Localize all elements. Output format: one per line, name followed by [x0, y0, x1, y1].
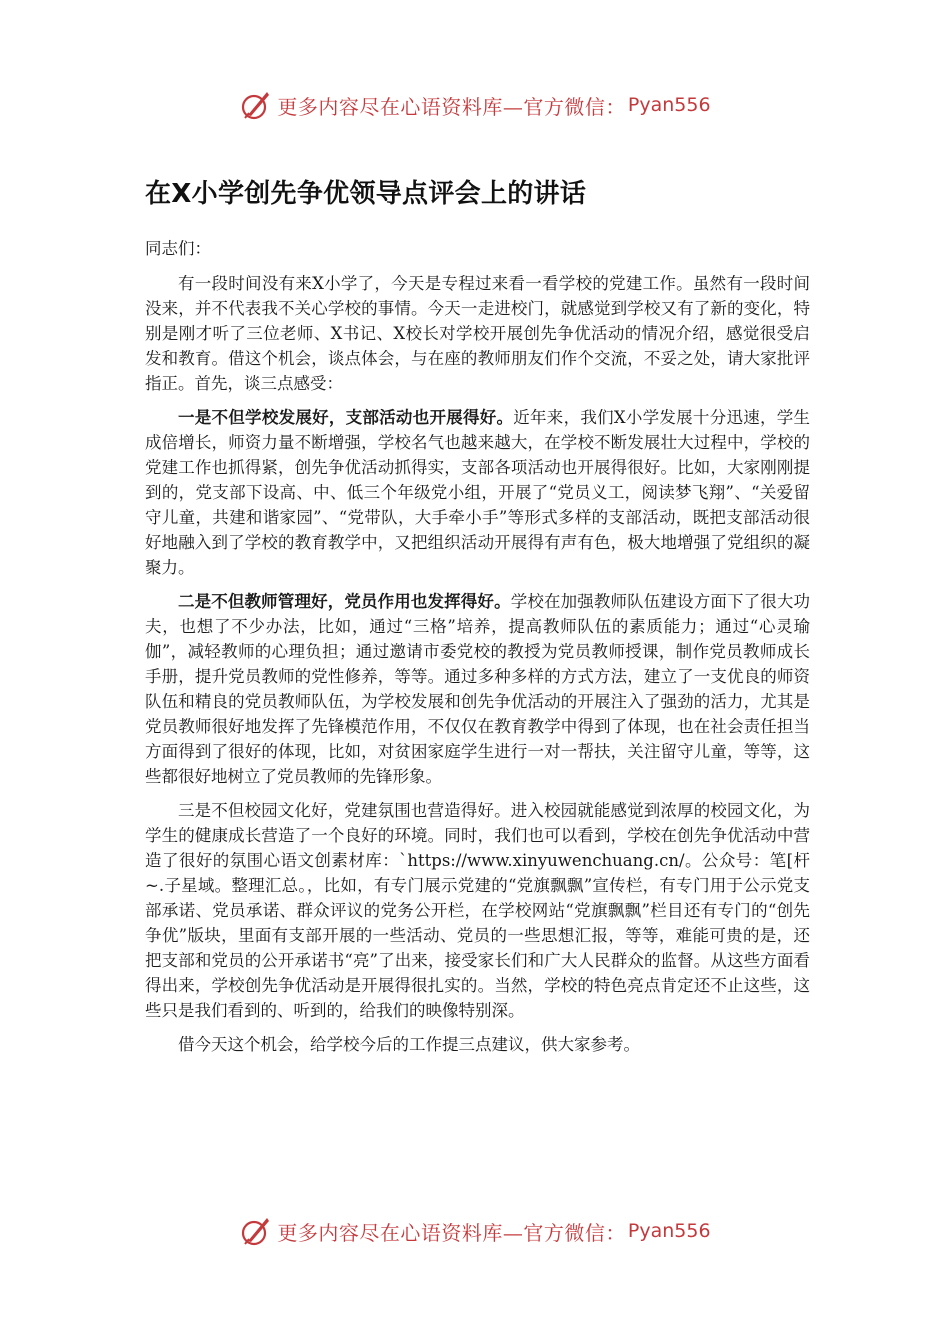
point-two-heading: 二是不但教师管理好，党员作用也发挥得好。	[178, 592, 511, 611]
header-watermark-banner	[0, 85, 950, 125]
paragraph-closing: 借今天这个机会，给学校今后的工作提三点建议，供大家参考。	[178, 1035, 640, 1054]
banner-text: 更多内容尽在心语资料库—官方微信：	[277, 1220, 626, 1245]
paragraph-point-three: 三是不但校园文化好，党建氛围也营造得好。进入校园就能感觉到浓厚的校园文化，为学生的健康成长营造了一个良好的环境。同时，我们也可以看到，学校在创先争优活动中营造了很好的氛围心语文创素材库：`https://www.xinyuwenchuang.cn/。公众号：笔[杆~.子星域。整理汇总。，比如，有专门展示党建的“党旗飘飘”宣传栏，有专门用于公示党支部承诺、党员承诺、群众评议的党务公开栏，在学校网站“党旗飘飘”栏目还有专门的“创先争优”版块，里面有支部开展的一些活动、党员的一些思想汇报，等等，难能可贵的是，还把支部和党员的公开承诺书“亮”了出来，接受家长们和广大人民群众的监督。从这些方面看得出来，学校创先争优活动是开展得很扎实的。当然，学校的特色亮点肯定还不止这些，这些只是我们看到的、听到的，给我们的映像特别深。	[145, 801, 810, 1020]
paragraph-point-two	[145, 589, 810, 789]
footer-watermark-banner	[0, 1211, 950, 1251]
banner-wechat-id: Pyan556	[627, 1220, 711, 1242]
point-two-text: 学校在加强教师队伍建设方面下了很大功夫，也想了不少办法，比如，通过“三格”培养，提高教师队伍的素质能力；通过“心灵瑜伽”，减轻教师的心理负担；通过邀请市委党校的教授为党员教师授课，制作党员教师成长手册，提升党员教师的党性修养，等等。通过多种多样的方式方法，建立了一支优良的师资队伍和精良的党员教师队伍，为学校发展和创先争优活动的开展注入了强劲的活力，尤其是党员教师很好地发挥了先锋模范作用，不仅仅在教育教学中得到了体现，也在社会责任担当方面得到了很好的体现，比如，对贫困家庭学生进行一对一帮扶，关注留守儿童，等等，这些都很好地树立了党员教师的先锋形象。	[145, 592, 811, 786]
paragraph-intro: 有一段时间没有来X小学了，今天是专程过来看一看学校的党建工作。虽然有一段时间没来，并不代表我不关心学校的事情。今天一走进校门，就感觉到学校又有了新的变化，特别是刚才听了三位老师、X书记、X校长对学校开展创先争优活动的情况介绍，感觉很受启发和教育。借这个机会，谈点体会，与在座的教师朋友们作个交流，不妥之处，请大家批评指正。首先，谈三点感受：	[145, 274, 810, 393]
point-one-text: 近年来，我们X小学发展十分迅速，学生成倍增长，师资力量不断增强，学校名气也越来越大，在学校不断发展壮大过程中，学校的党建工作也抓得紧，创先争优活动抓得实，支部各项活动也开展得很好。比如，大家刚刚提到的，党支部下设高、中、低三个年级党小组，开展了“党员义工，阅读梦飞翔”、“关爱留守儿童，共建和谐家园”、“党带队，大手牵小手”等形式多样的支部活动，既把支部活动很好地融入到了学校的教育教学中，又把组织活动开展得有声有色，极大地增强了党组织的凝聚力。	[145, 408, 811, 577]
quill-logo-icon	[239, 88, 273, 122]
banner-text: 更多内容尽在心语资料库—官方微信：	[277, 94, 626, 119]
document-body	[145, 172, 810, 1066]
paragraph-point-one	[145, 405, 810, 580]
document-title: 在X小学创先争优领导点评会上的讲话	[145, 179, 587, 209]
salutation: 同志们：	[145, 239, 211, 258]
quill-logo-icon	[239, 1214, 273, 1248]
banner-wechat-id: Pyan556	[627, 94, 711, 116]
point-one-heading: 一是不但学校发展好，支部活动也开展得好。	[178, 408, 514, 427]
